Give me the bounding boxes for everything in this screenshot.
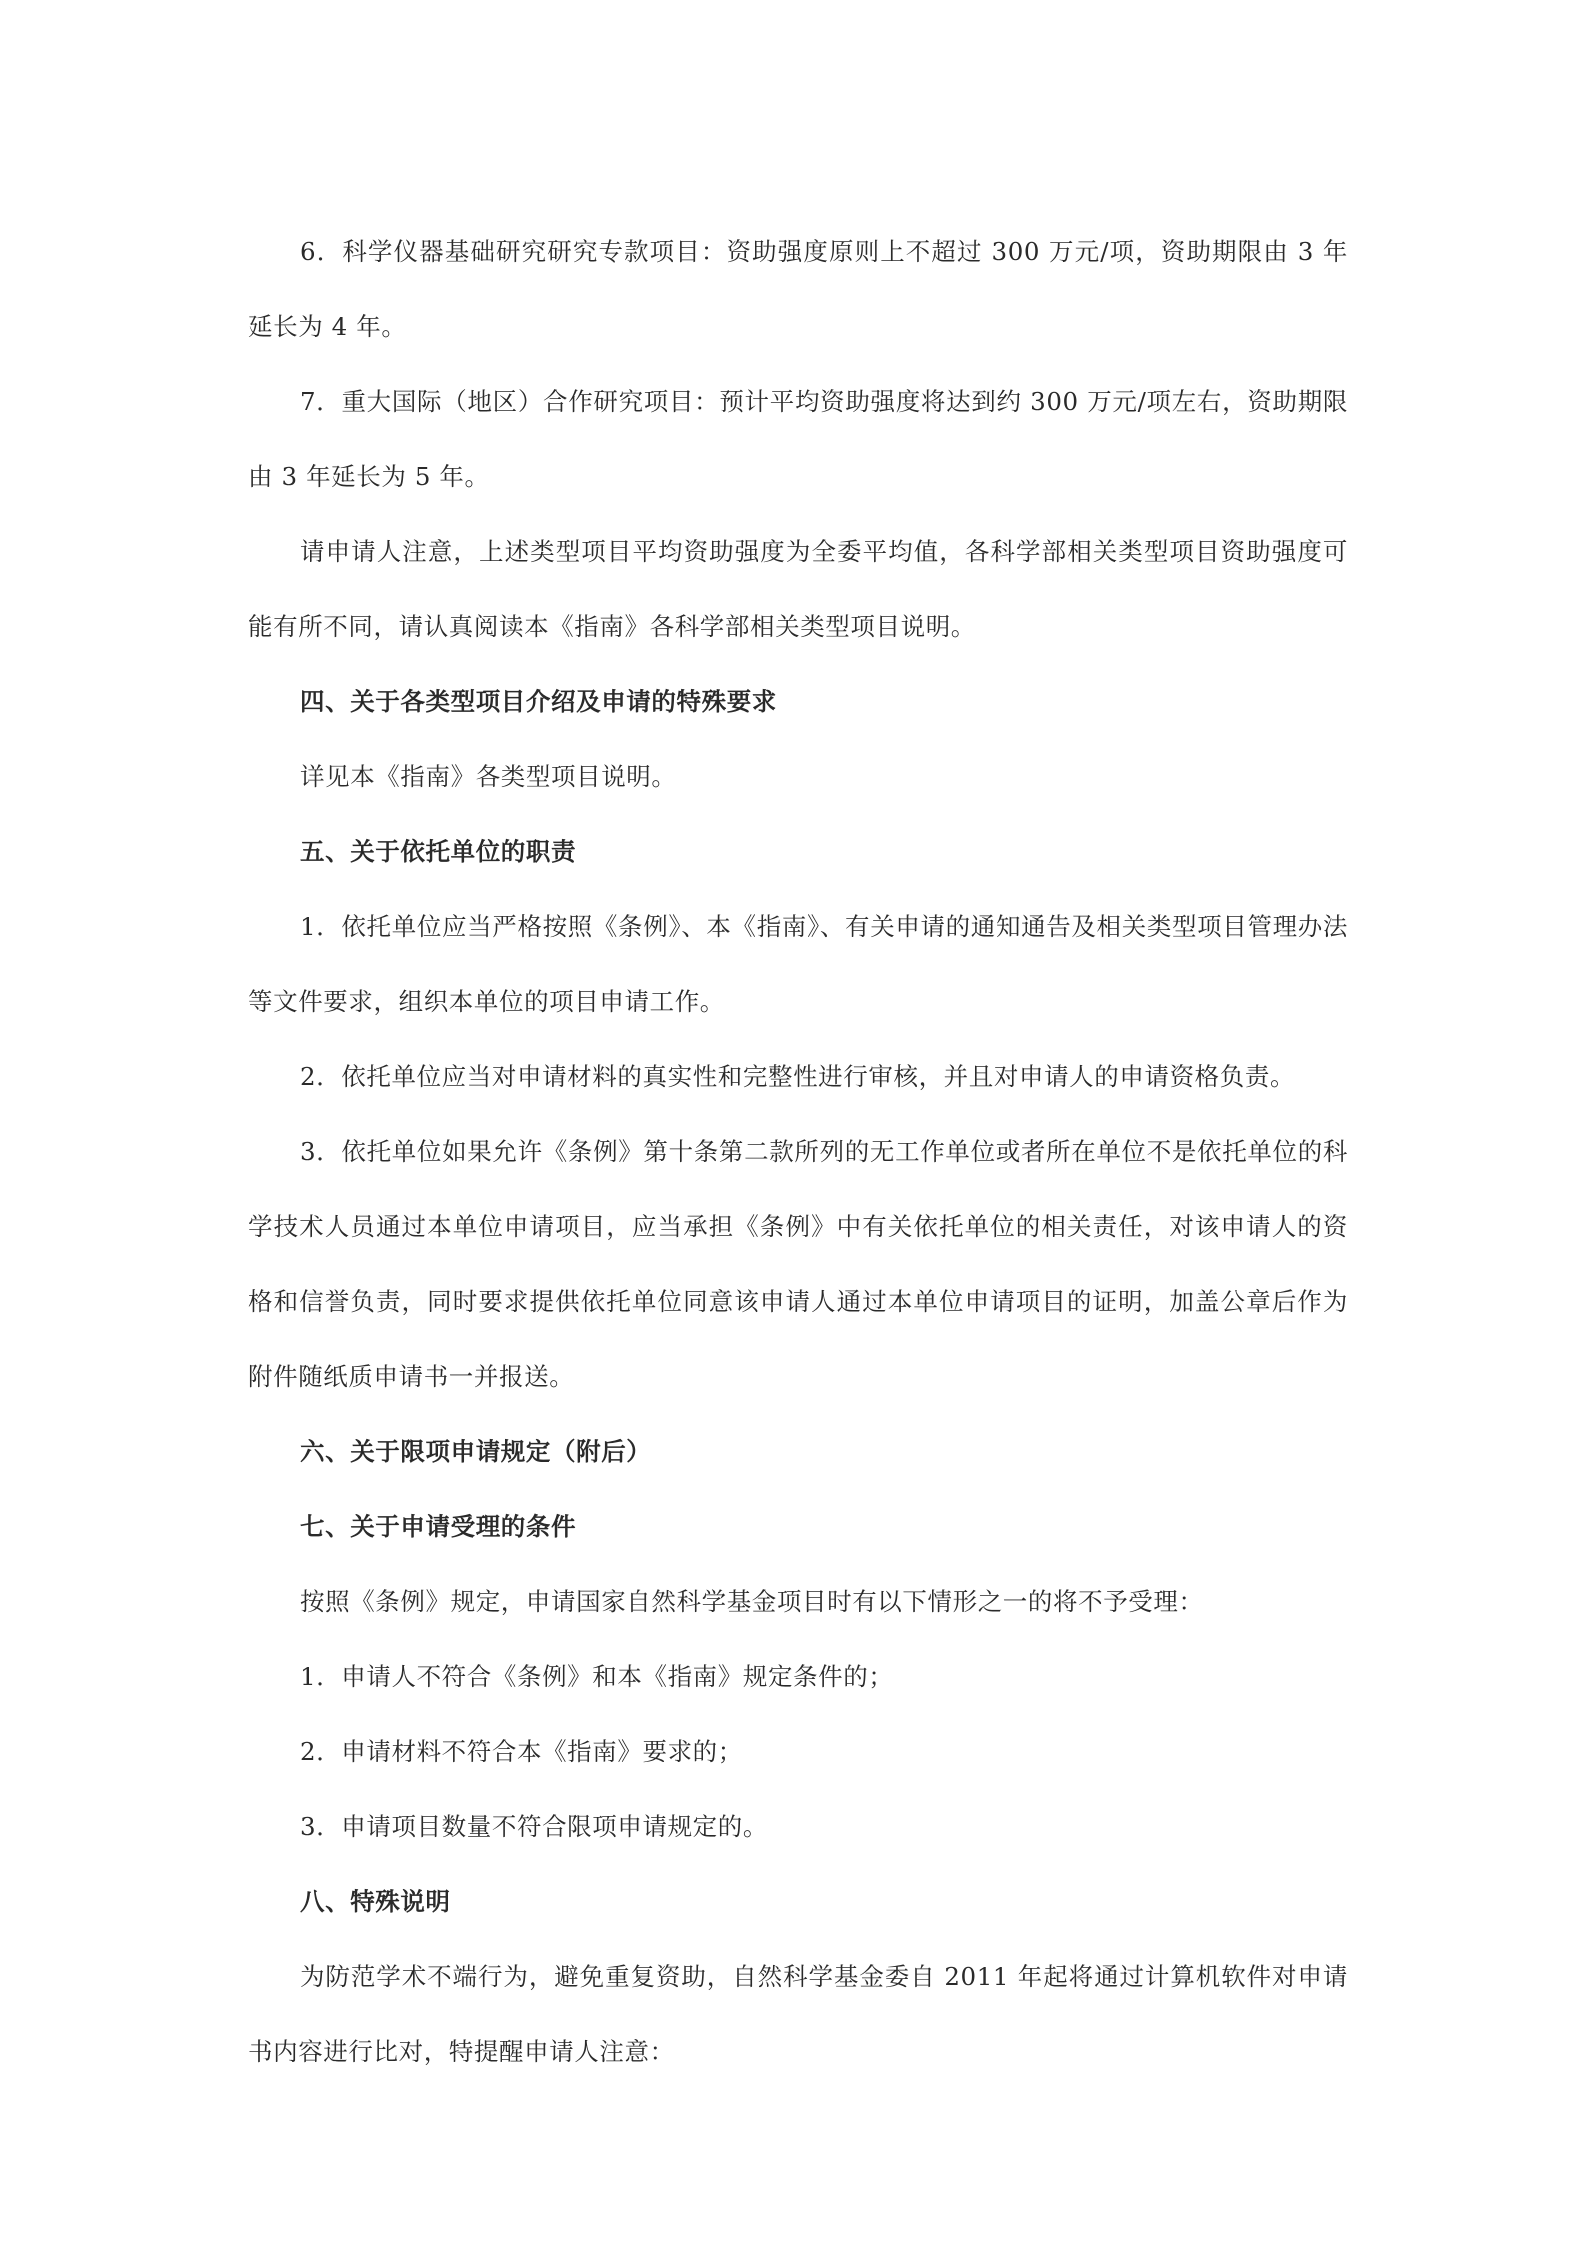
section-heading-5: 五、关于依托单位的职责 (300, 837, 577, 866)
paragraph-7-2: 2．申请材料不符合本《指南》要求的； (300, 1737, 743, 1766)
section-heading-8: 八、特殊说明 (300, 1887, 451, 1916)
paragraph-8: 为防范学术不端行为，避免重复资助，自然科学基金委自 2011 年起将通过计算机软件对申请书内容进行比对，特提醒申请人注意： (248, 1962, 1348, 2066)
paragraph-note: 请申请人注意，上述类型项目平均资助强度为全委平均值，各科学部相关类型项目资助强度可能有所不同，请认真阅读本《指南》各科学部相关类型项目说明。 (248, 537, 1348, 641)
paragraph-item-7: 7．重大国际（地区）合作研究项目：预计平均资助强度将达到约 300 万元/项左右，资助期限由 3 年延长为 5 年。 (248, 387, 1348, 491)
section-heading-7: 七、关于申请受理的条件 (300, 1512, 577, 1541)
paragraph-7-1: 1．申请人不符合《条例》和本《指南》规定条件的； (300, 1662, 894, 1691)
document-body (248, 214, 1348, 2089)
section-heading-6: 六、关于限项申请规定（附后） (300, 1437, 652, 1466)
section-heading-4: 四、关于各类型项目介绍及申请的特殊要求 (300, 687, 777, 716)
paragraph-7-intro: 按照《条例》规定，申请国家自然科学基金项目时有以下情形之一的将不予受理： (300, 1587, 1204, 1616)
paragraph-5-2: 2．依托单位应当对申请材料的真实性和完整性进行审核，并且对申请人的申请资格负责。 (300, 1062, 1296, 1091)
paragraph-7-3: 3．申请项目数量不符合限项申请规定的。 (300, 1812, 768, 1841)
paragraph-section-4: 详见本《指南》各类型项目说明。 (300, 762, 677, 791)
paragraph-5-1: 1．依托单位应当严格按照《条例》、本《指南》、有关申请的通知通告及相关类型项目管理办法等文件要求，组织本单位的项目申请工作。 (248, 912, 1348, 1016)
paragraph-item-6: 6．科学仪器基础研究研究专款项目：资助强度原则上不超过 300 万元/项，资助期限由 3 年延长为 4 年。 (248, 237, 1348, 341)
paragraph-5-3: 3．依托单位如果允许《条例》第十条第二款所列的无工作单位或者所在单位不是依托单位的科学技术人员通过本单位申请项目，应当承担《条例》中有关依托单位的相关责任，对该申请人的资格和信誉负责，同时要求提供依托单位同意该申请人通过本单位申请项目的证明，加盖公章后作为附件随纸质申请书一并报送。 (248, 1137, 1348, 1391)
